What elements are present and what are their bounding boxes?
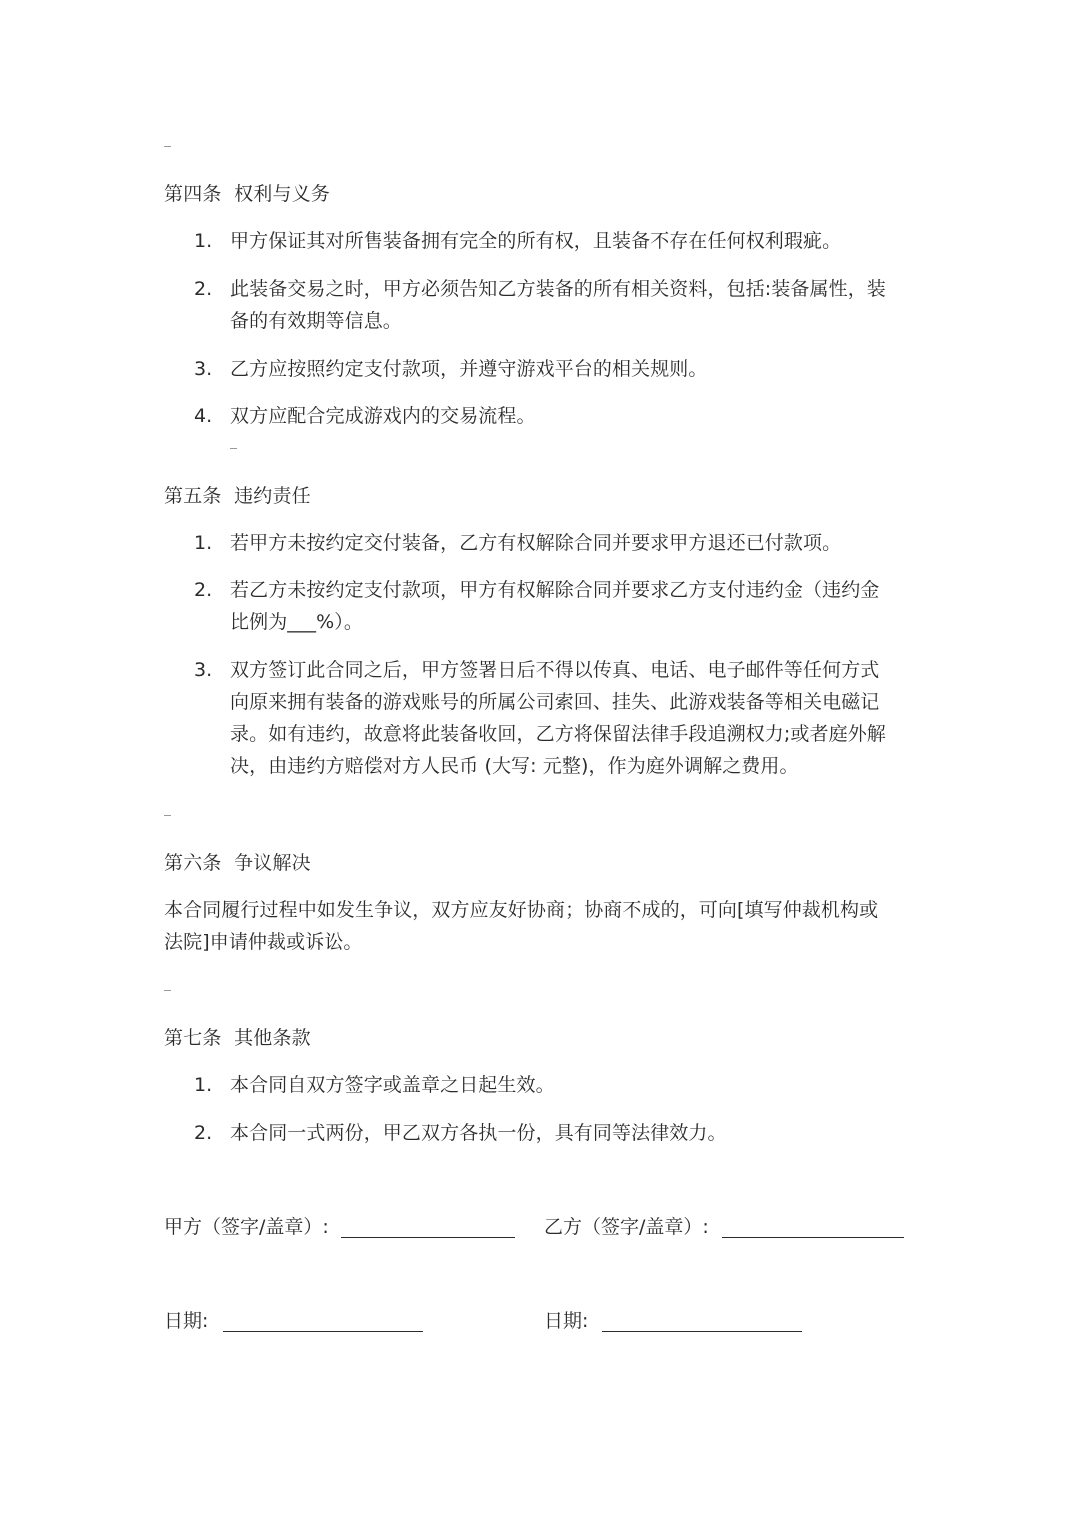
party-a-signature-line[interactable] xyxy=(341,1237,515,1238)
list-number: 2. xyxy=(194,278,213,300)
list-text: 双方签订此合同之后，甲方签署日后不得以传真、电话、电子邮件等任何方式 向原来拥有装备的游戏账号的所属公司索回、挂失、此游戏装备等相关电磁记 录。如有违约，故意将此装备收回，乙方将保留法律手段追溯权力;或者庭外解 决，由违约方赔偿对方人民币 (大写: 元整)，作为庭外调解之费用。 xyxy=(230,659,886,777)
list-number: 1. xyxy=(194,532,213,554)
separator-mark xyxy=(164,815,171,816)
list-number: 1. xyxy=(194,230,213,252)
section-6-heading: 第六条 争议解决 xyxy=(164,852,311,874)
party-b-signature-label: 乙方（签字/盖章）: xyxy=(544,1216,709,1238)
list-number: 3. xyxy=(194,659,213,681)
separator-mark xyxy=(164,990,171,991)
list-number: 3. xyxy=(194,358,213,380)
party-b-date-line[interactable] xyxy=(602,1331,802,1332)
list-text: 甲方保证其对所售装备拥有完全的所有权，且装备不存在任何权利瑕疵。 xyxy=(230,230,842,252)
section-7-heading: 第七条 其他条款 xyxy=(164,1027,311,1049)
list-number: 2. xyxy=(194,1122,213,1144)
list-text: 若乙方未按约定支付款项，甲方有权解除合同并要求乙方支付违约金（违约金 比例为___%）。 xyxy=(230,579,880,633)
section-4-heading: 第四条 权利与义务 xyxy=(164,183,331,205)
separator-mark xyxy=(164,146,171,147)
list-text: 此装备交易之时，甲方必须告知乙方装备的所有相关资料，包括:装备属性，装 备的有效期等信息。 xyxy=(230,278,886,332)
list-text: 本合同自双方签字或盖章之日起生效。 xyxy=(230,1074,555,1096)
list-number: 2. xyxy=(194,579,213,601)
party-a-date-line[interactable] xyxy=(223,1331,423,1332)
section-6-paragraph: 本合同履行过程中如发生争议，双方应友好协商；协商不成的，可向[填写仲裁机构或 法院]申请仲裁或诉讼。 xyxy=(164,899,879,953)
section-5-heading: 第五条 违约责任 xyxy=(164,485,311,507)
list-number: 4. xyxy=(194,405,213,427)
list-text: 乙方应按照约定支付款项，并遵守游戏平台的相关规则。 xyxy=(230,358,708,380)
separator-mark xyxy=(230,448,237,449)
list-text: 本合同一式两份，甲乙双方各执一份，具有同等法律效力。 xyxy=(230,1122,727,1144)
list-text: 若甲方未按约定交付装备，乙方有权解除合同并要求甲方退还已付款项。 xyxy=(230,532,842,554)
list-number: 1. xyxy=(194,1074,213,1096)
list-text: 双方应配合完成游戏内的交易流程。 xyxy=(230,405,536,427)
party-a-signature-label: 甲方（签字/盖章）: xyxy=(164,1216,329,1238)
party-a-date-label: 日期: xyxy=(164,1310,209,1332)
party-b-signature-line[interactable] xyxy=(722,1237,904,1238)
party-b-date-label: 日期: xyxy=(544,1310,589,1332)
